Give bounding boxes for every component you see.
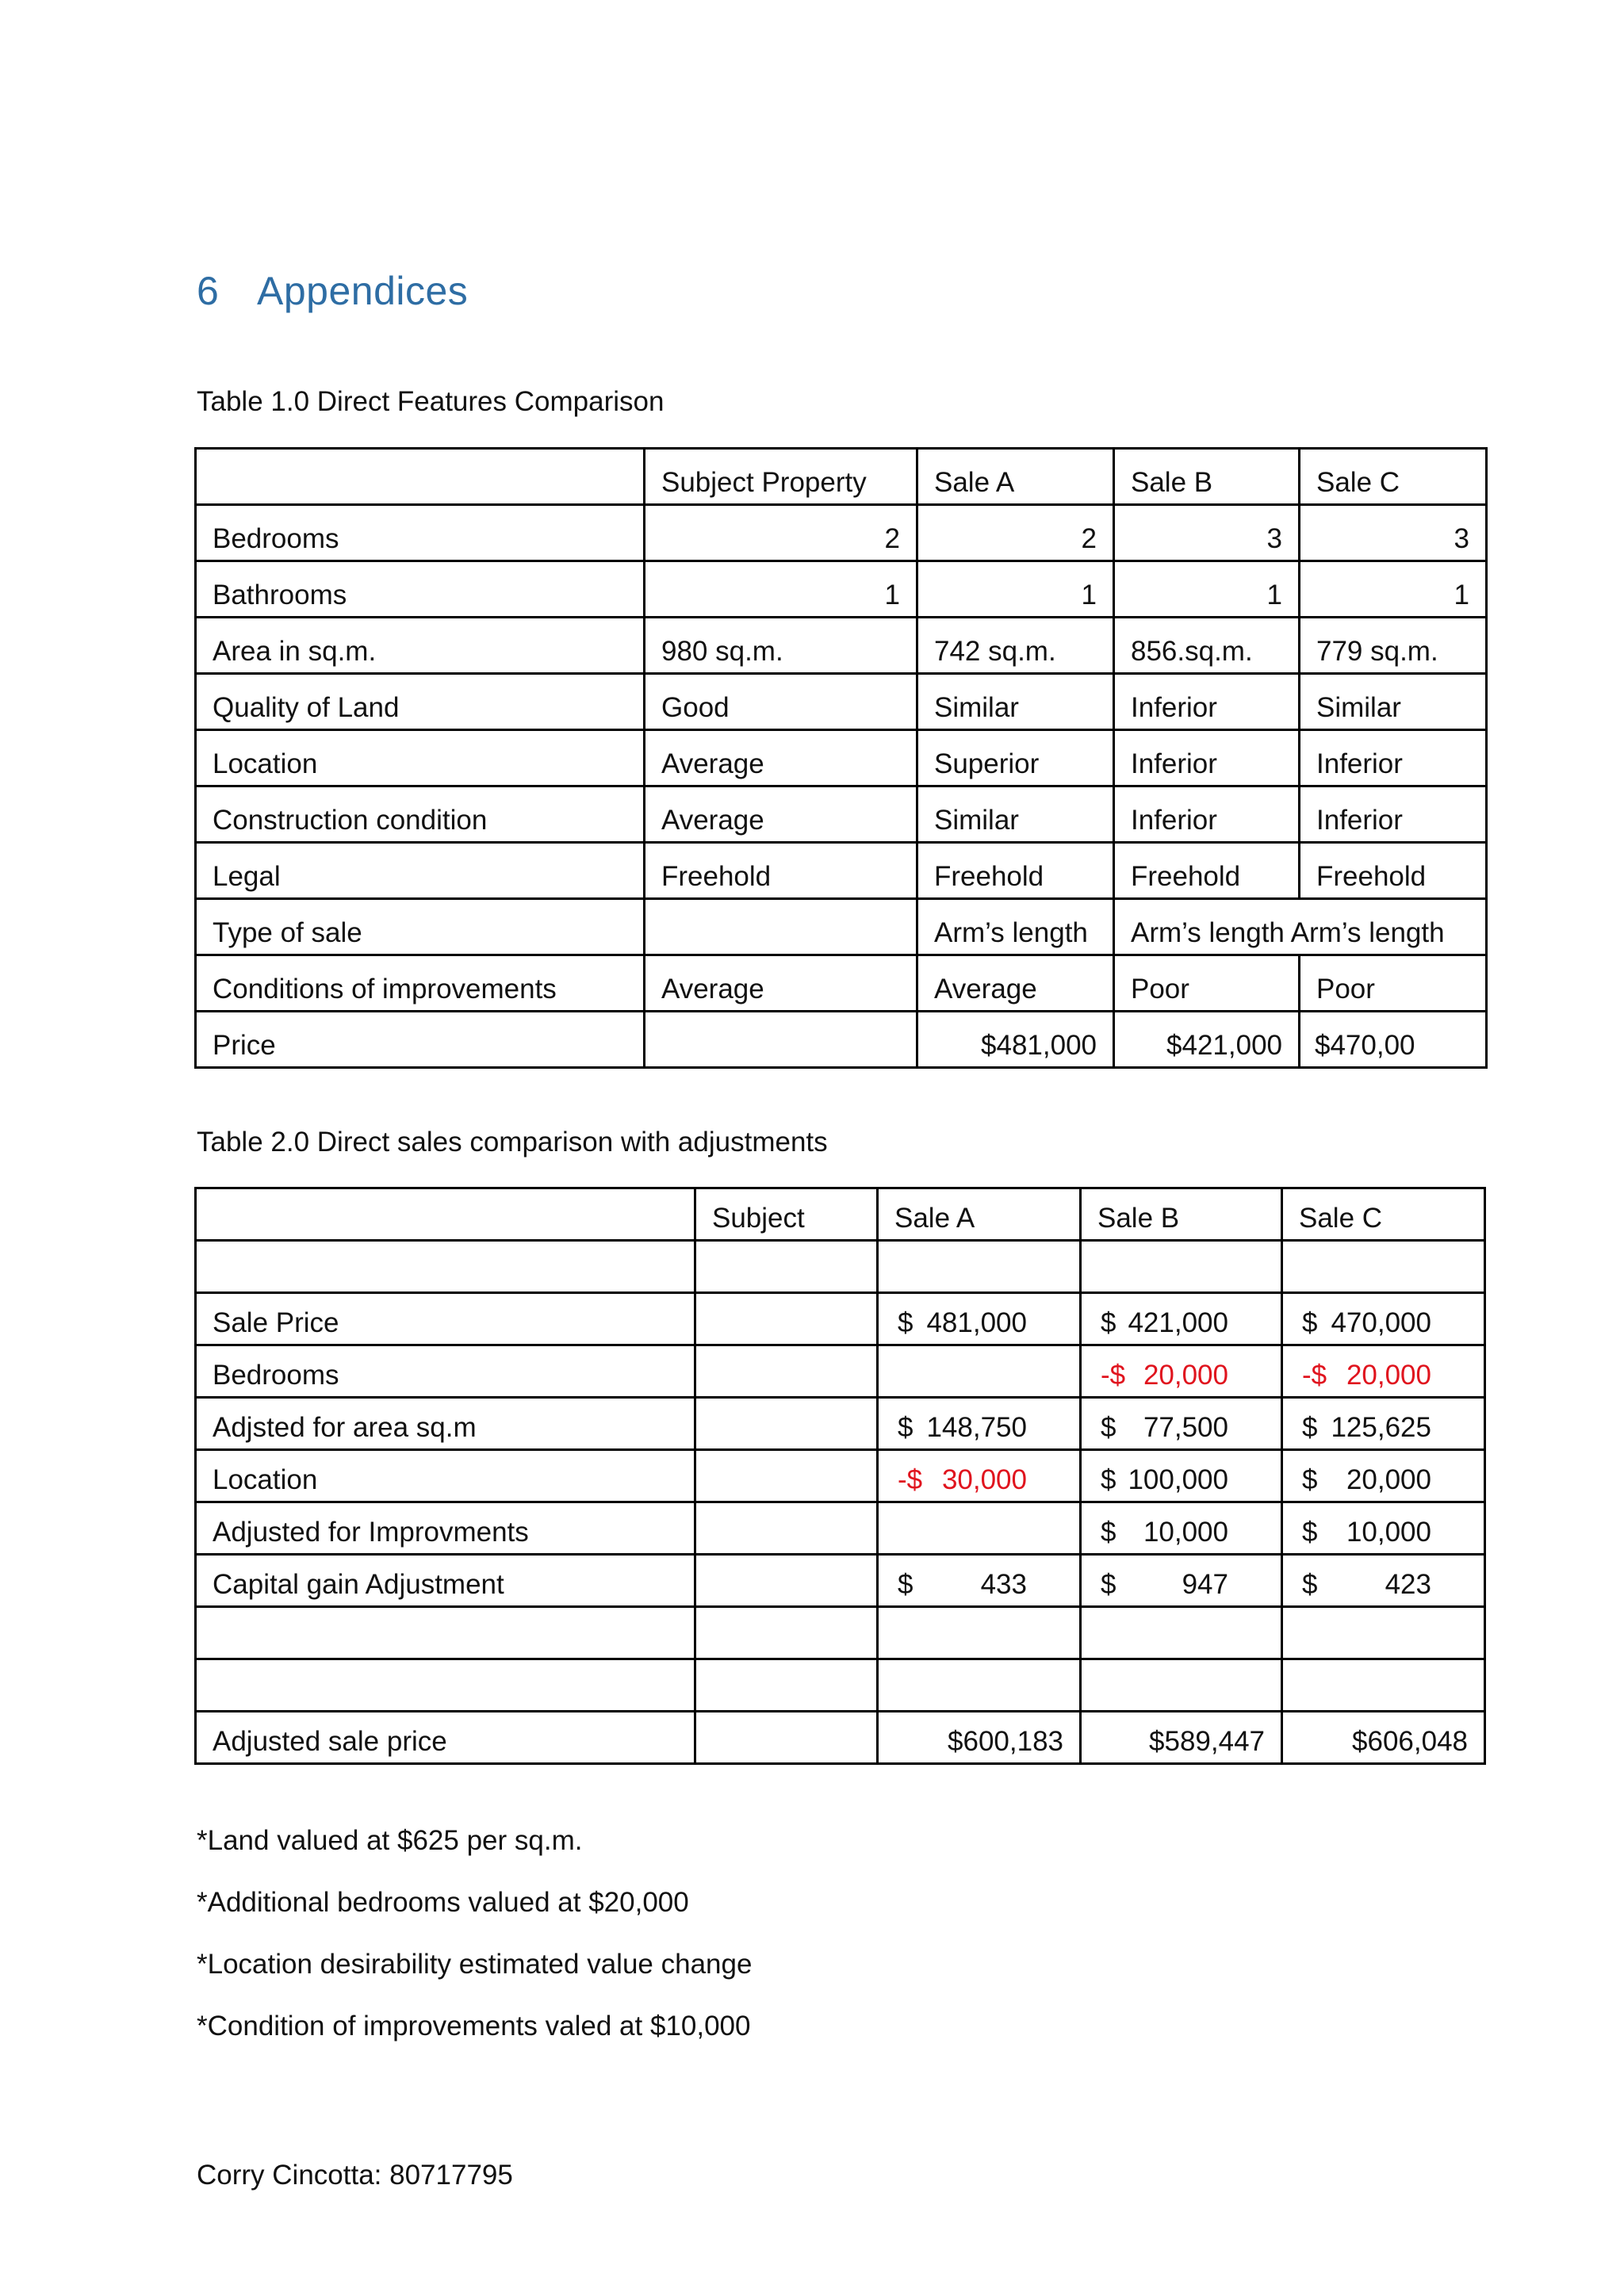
table1-cell: 742 sq.m.: [917, 618, 1114, 674]
table1-cell: Average: [917, 955, 1114, 1012]
table2-row: [196, 1502, 1485, 1555]
table1-cell: Average: [645, 955, 917, 1012]
table1-row: [196, 561, 1487, 618]
table1-cell: 1: [1114, 561, 1300, 618]
table2-blank-row: [196, 1241, 1485, 1293]
table2-amount-cell: [1081, 1398, 1282, 1450]
table2-total-cell: $600,183: [878, 1712, 1081, 1764]
table2-amount-cell: [1081, 1502, 1282, 1555]
table2-row: [196, 1293, 1485, 1345]
currency-symbol: $: [1302, 1412, 1318, 1443]
table1-cell: Average: [645, 730, 917, 786]
table2-amount-cell: [878, 1293, 1081, 1345]
table2-blank-cell: [1282, 1659, 1485, 1712]
table1-row-label: Conditions of improvements: [196, 955, 645, 1012]
table2-row: [196, 1450, 1485, 1502]
table1-row-label: Quality of Land: [196, 674, 645, 730]
table2-header-cell: Sale C: [1282, 1188, 1485, 1241]
currency-symbol: $: [1101, 1517, 1116, 1548]
table2-row-label: Adjusted for Improvments: [196, 1502, 695, 1555]
table2-header-cell: Sale A: [878, 1188, 1081, 1241]
currency-symbol: $: [1302, 1307, 1318, 1338]
section-number: 6: [197, 269, 220, 313]
table1-row: [196, 730, 1487, 786]
table1-cell: Poor: [1114, 955, 1300, 1012]
table2-blank-cell: [196, 1659, 695, 1712]
table1-header-cell: Sale C: [1300, 449, 1487, 505]
currency-symbol: $: [1302, 1464, 1318, 1495]
table1-cell: 3: [1114, 505, 1300, 561]
currency-symbol: $: [898, 1412, 914, 1443]
table2-amount-cell: [1282, 1345, 1485, 1398]
table2-blank-cell: [1081, 1241, 1282, 1293]
table1-cell: Freehold: [645, 843, 917, 899]
table2-blank-cell: [878, 1607, 1081, 1659]
table2-header-row: [196, 1188, 1485, 1241]
table1-cell: [645, 899, 917, 955]
currency-symbol: $: [1101, 1412, 1116, 1443]
table1-cell: $421,000: [1114, 1012, 1300, 1068]
table2-amount-cell: [878, 1450, 1081, 1502]
table2-amount-cell: [695, 1293, 878, 1345]
table1-cell: Similar: [917, 674, 1114, 730]
table1-row-label: Legal: [196, 843, 645, 899]
table1-header-row: [196, 449, 1487, 505]
table2-amount-cell: [878, 1398, 1081, 1450]
currency-symbol: $: [898, 1569, 914, 1600]
table1-caption: Table 1.0 Direct Features Comparison: [197, 386, 665, 417]
table1-cell: 980 sq.m.: [645, 618, 917, 674]
table1-cell: Inferior: [1114, 730, 1300, 786]
table2-header-cell: Sale B: [1081, 1188, 1282, 1241]
table1-row-label: Type of sale: [196, 899, 645, 955]
table2-row-label: Location: [196, 1450, 695, 1502]
table2-blank-cell: [1282, 1241, 1485, 1293]
table2-header-cell: Subject: [695, 1188, 878, 1241]
table1-row: [196, 505, 1487, 561]
sales-adjustment-table: [194, 1187, 1486, 1765]
table2-amount-cell: [695, 1345, 878, 1398]
currency-symbol: $: [1101, 1464, 1116, 1495]
table1-row: [196, 786, 1487, 843]
table1-cell: Inferior: [1114, 674, 1300, 730]
table1-header-cell: Subject Property: [645, 449, 917, 505]
table1-row-label: Price: [196, 1012, 645, 1068]
currency-symbol: $: [1101, 1307, 1116, 1338]
table2-row: [196, 1345, 1485, 1398]
table1-cell: Freehold: [1114, 843, 1300, 899]
table2-blank-cell: [695, 1241, 878, 1293]
table2-amount-cell: [695, 1555, 878, 1607]
table1-row: [196, 674, 1487, 730]
currency-symbol: $: [1302, 1569, 1318, 1600]
currency-symbol: $: [1302, 1517, 1318, 1548]
table1-cell: $470,00: [1300, 1012, 1487, 1068]
table2-amount-cell: [1282, 1293, 1485, 1345]
table1-cell: Freehold: [1300, 843, 1487, 899]
table1-row-label: Bedrooms: [196, 505, 645, 561]
table1-cell: 1: [645, 561, 917, 618]
table1-cell: 1: [917, 561, 1114, 618]
amount-value: 30,000: [941, 1464, 1027, 1495]
section-title: Appendices: [257, 269, 469, 313]
table1-cell: 2: [917, 505, 1114, 561]
table1-row-label: Location: [196, 730, 645, 786]
table1-row: [196, 955, 1487, 1012]
table2-row: [196, 1398, 1485, 1450]
table2-amount-cell: [695, 1450, 878, 1502]
table2-amount-cell: [1282, 1502, 1485, 1555]
table2-total-cell: $606,048: [1282, 1712, 1485, 1764]
table1-cell: $481,000: [917, 1012, 1114, 1068]
currency-symbol: -$: [1101, 1360, 1126, 1391]
table2-amount-cell: [695, 1398, 878, 1450]
note-improvement-value: *Condition of improvements valed at $10,000: [197, 2011, 751, 2042]
amount-value: 947: [1182, 1569, 1228, 1600]
table1-cell: Good: [645, 674, 917, 730]
table1-header-cell: Sale A: [917, 449, 1114, 505]
table2-amount-cell: [1282, 1555, 1485, 1607]
table1-header-cell: Sale B: [1114, 449, 1300, 505]
table1-cell: 1: [1300, 561, 1487, 618]
table2-amount-cell: [878, 1345, 1081, 1398]
table2-amount-cell: [878, 1502, 1081, 1555]
section-heading: [197, 268, 468, 314]
table2-total-label: Adjusted sale price: [196, 1712, 695, 1764]
amount-value: 148,750: [926, 1412, 1027, 1443]
table2-blank-cell: [878, 1241, 1081, 1293]
table1-row-label: Area in sq.m.: [196, 618, 645, 674]
table2-total-row: [196, 1712, 1485, 1764]
table2-total-cell: $589,447: [1081, 1712, 1282, 1764]
table2-row: [196, 1555, 1485, 1607]
table2-blank-cell: [196, 1607, 695, 1659]
currency-symbol: -$: [1302, 1360, 1327, 1391]
amount-value: 481,000: [926, 1307, 1027, 1338]
table1-row: [196, 1012, 1487, 1068]
table2-amount-cell: [1081, 1293, 1282, 1345]
table1-cell: Freehold: [917, 843, 1114, 899]
table2-amount-cell: [1081, 1555, 1282, 1607]
table2-row-label: Capital gain Adjustment: [196, 1555, 695, 1607]
features-comparison-table: [194, 447, 1488, 1069]
table1-cell: Poor: [1300, 955, 1487, 1012]
table2-caption: Table 2.0 Direct sales comparison with adjustments: [197, 1127, 828, 1158]
note-land-value: *Land valued at $625 per sq.m.: [197, 1825, 583, 1856]
table1-cell: Similar: [1300, 674, 1487, 730]
table1-cell: 856.sq.m.: [1114, 618, 1300, 674]
table1-cell: [645, 1012, 917, 1068]
table2-blank-cell: [878, 1659, 1081, 1712]
currency-symbol: -$: [898, 1464, 923, 1495]
table1-cell: Similar: [917, 786, 1114, 843]
table1-cell: Superior: [917, 730, 1114, 786]
table2-blank-cell: [1081, 1659, 1282, 1712]
amount-value: 421,000: [1128, 1307, 1228, 1338]
table2-blank-cell: [695, 1659, 878, 1712]
amount-value: 423: [1385, 1569, 1431, 1600]
amount-value: 20,000: [1346, 1360, 1431, 1391]
table1-cell: Inferior: [1114, 786, 1300, 843]
table1-header-cell: [196, 449, 645, 505]
amount-value: 470,000: [1331, 1307, 1431, 1338]
table1-row: [196, 899, 1487, 955]
table2-amount-cell: [1081, 1450, 1282, 1502]
author-footer: Corry Cincotta: 80717795: [197, 2160, 513, 2191]
table2-row-label: Adjsted for area sq.m: [196, 1398, 695, 1450]
table2-blank-row: [196, 1659, 1485, 1712]
amount-value: 100,000: [1128, 1464, 1228, 1495]
table2-amount-cell: [1081, 1345, 1282, 1398]
currency-symbol: $: [1101, 1569, 1116, 1600]
table1-cell: 3: [1300, 505, 1487, 561]
amount-value: 10,000: [1346, 1517, 1431, 1548]
amount-value: 10,000: [1143, 1517, 1228, 1548]
table1-row-label: Bathrooms: [196, 561, 645, 618]
table1-cell: Inferior: [1300, 730, 1487, 786]
table2-blank-row: [196, 1607, 1485, 1659]
table1-cell: Arm’s length Arm’s length: [1114, 899, 1487, 955]
amount-value: 125,625: [1331, 1412, 1431, 1443]
table1-cell: Average: [645, 786, 917, 843]
table1-cell: 2: [645, 505, 917, 561]
amount-value: 433: [980, 1569, 1027, 1600]
table1-row: [196, 843, 1487, 899]
table2-blank-cell: [1081, 1607, 1282, 1659]
table2-blank-cell: [695, 1607, 878, 1659]
note-location-value: *Location desirability estimated value change: [197, 1949, 753, 1980]
table2-row-label: Bedrooms: [196, 1345, 695, 1398]
currency-symbol: $: [898, 1307, 914, 1338]
note-bedroom-value: *Additional bedrooms valued at $20,000: [197, 1887, 689, 1918]
amount-value: 20,000: [1143, 1360, 1228, 1391]
table1-cell: 779 sq.m.: [1300, 618, 1487, 674]
table2-blank-cell: [1282, 1607, 1485, 1659]
table2-amount-cell: [878, 1555, 1081, 1607]
table2-total-cell: [695, 1712, 878, 1764]
amount-value: 20,000: [1346, 1464, 1431, 1495]
table2-blank-cell: [196, 1241, 695, 1293]
table1-cell: Arm’s length: [917, 899, 1114, 955]
table1-row-label: Construction condition: [196, 786, 645, 843]
table2-amount-cell: [1282, 1398, 1485, 1450]
table2-row-label: Sale Price: [196, 1293, 695, 1345]
table1-row: [196, 618, 1487, 674]
table2-amount-cell: [695, 1502, 878, 1555]
table2-header-cell: [196, 1188, 695, 1241]
amount-value: 77,500: [1143, 1412, 1228, 1443]
table1-cell: Inferior: [1300, 786, 1487, 843]
table2-amount-cell: [1282, 1450, 1485, 1502]
